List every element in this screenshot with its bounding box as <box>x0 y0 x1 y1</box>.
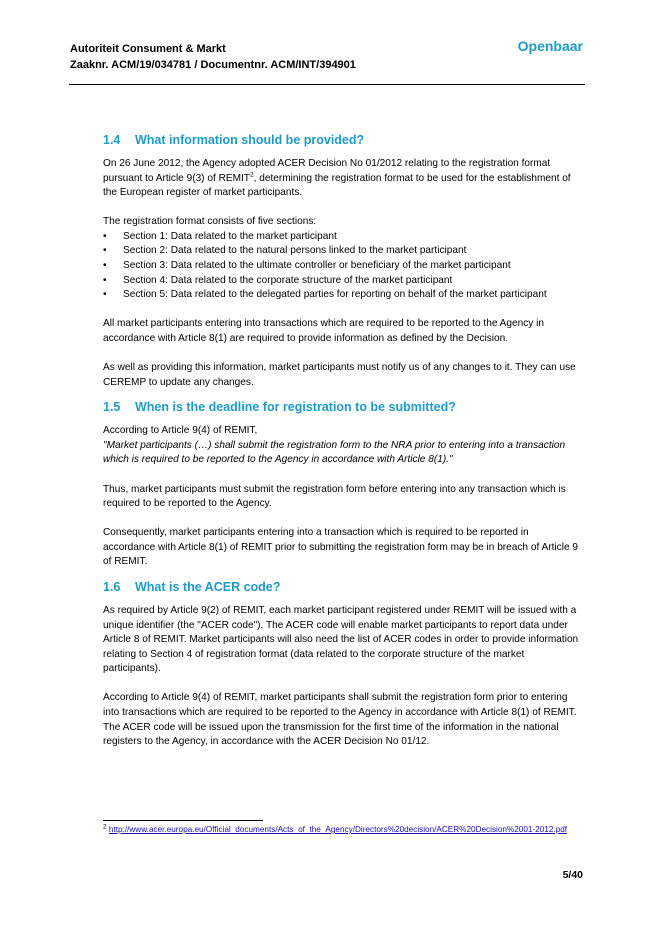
header-refs: Zaaknr. ACM/19/034781 / Documentnr. ACM/INT/394901 <box>70 59 356 71</box>
document-body <box>103 132 583 764</box>
list-item <box>103 288 583 303</box>
list-item-text: Section 1: Data related to the market participant <box>123 230 337 242</box>
footnote-link[interactable]: http://www.acer.europa.eu/Official_documents/Acts_of_the_Agency/Directors%20decision/ACER%20Decision%2001-2012.pdf <box>108 825 568 834</box>
section-number: 1.6 <box>103 579 121 594</box>
list-item-text: Section 4: Data related to the corporate structure of the market participant <box>123 274 453 286</box>
footnote <box>103 824 581 836</box>
list-item <box>103 274 583 289</box>
list-item-text: Section 2: Data related to the natural persons linked to the market participant <box>123 245 467 257</box>
list-item <box>103 259 583 274</box>
bullet-icon: • <box>103 260 107 272</box>
header-divider <box>69 84 585 85</box>
section-1-5-heading <box>103 399 583 416</box>
paragraph: According to Article 9(4) of REMIT, <box>103 425 258 437</box>
classification-label: Openbaar <box>517 38 583 54</box>
paragraph: Thus, market participants must submit the registration form before entering into any transaction which is required to be reported to the Agency. <box>103 483 566 510</box>
bullet-icon: • <box>103 230 107 242</box>
list-item <box>103 230 583 245</box>
section-number: 1.5 <box>103 400 121 415</box>
section-1-6-heading <box>103 579 583 596</box>
paragraph <box>103 157 583 201</box>
quote: "Market participants (…) shall submit the registration form to the NRA prior to entering into a transaction which is required to be reported to the Agency in accordance with Article 8(1)." <box>103 439 566 466</box>
page-header <box>70 41 356 73</box>
paragraph: All market participants entering into transactions which are required to be reported to the Agency in accordance with Article 8(1) are required to provide information as defined by the Decision. <box>103 318 545 344</box>
text: , determining the registration format to be used for the establishment of the European register of market participants. <box>103 172 571 199</box>
paragraph: As required by Article 9(2) of REMIT, each market participant registered under REMIT will be issued with a unique identifier (the "ACER code"). The ACER code will enable market participants to report data under Article 8 of REMIT. Market participants will also need the list of ACER codes in order to provide information relating to Section 4 of registration format (data related to the corporate structure of the market participants). <box>103 604 579 675</box>
section-1-4-heading <box>103 132 583 149</box>
paragraph: As well as providing this information, market participants must notify us of any changes to it. They can use CEREMP to update any changes. <box>103 362 576 388</box>
section-title: When is the deadline for registration to be submitted? <box>135 400 456 415</box>
list-item <box>103 244 583 259</box>
list-intro: The registration format consists of five sections: <box>103 216 317 228</box>
footnote-number: 2 <box>103 823 107 831</box>
text: On 26 June 2012, the Agency adopted ACER Decision No 01/2012 relating to the registration format pursuant to Article 9(3) of REMIT <box>103 158 551 184</box>
list-item-text: Section 3: Data related to the ultimate controller or beneficiary of the market participant <box>123 260 511 272</box>
section-number: 1.4 <box>103 133 121 147</box>
section-title: What information should be provided? <box>135 133 365 147</box>
footnote-ref[interactable]: 2 <box>249 171 254 179</box>
list-item-text: Section 5: Data related to the delegated parties for reporting on behalf of the market participant <box>123 289 547 301</box>
bullet-icon: • <box>103 274 107 286</box>
header-org: Autoriteit Consument & Markt <box>70 43 226 55</box>
footnote-divider <box>103 820 263 821</box>
bullet-list <box>103 230 583 303</box>
section-title: What is the ACER code? <box>135 579 281 594</box>
bullet-icon: • <box>103 289 107 301</box>
paragraph: According to Article 9(4) of REMIT, market participants shall submit the registration form prior to entering into transactions which are required to be reported to the Agency in accordance with Article 8(1) of REMIT. The ACER code will be issued upon the transmission for the first time of the information in the national registers to the Agency, in accordance with the ACER Decision No 01/12. <box>103 692 577 748</box>
bullet-icon: • <box>103 245 107 257</box>
page-number: 5/40 <box>562 869 583 881</box>
paragraph: Consequently, market participants entering into a transaction which is required to be reported in accordance with Article 8(1) of REMIT prior to submitting the registration form may be in breach of Article 9 of REMIT. <box>103 527 578 568</box>
